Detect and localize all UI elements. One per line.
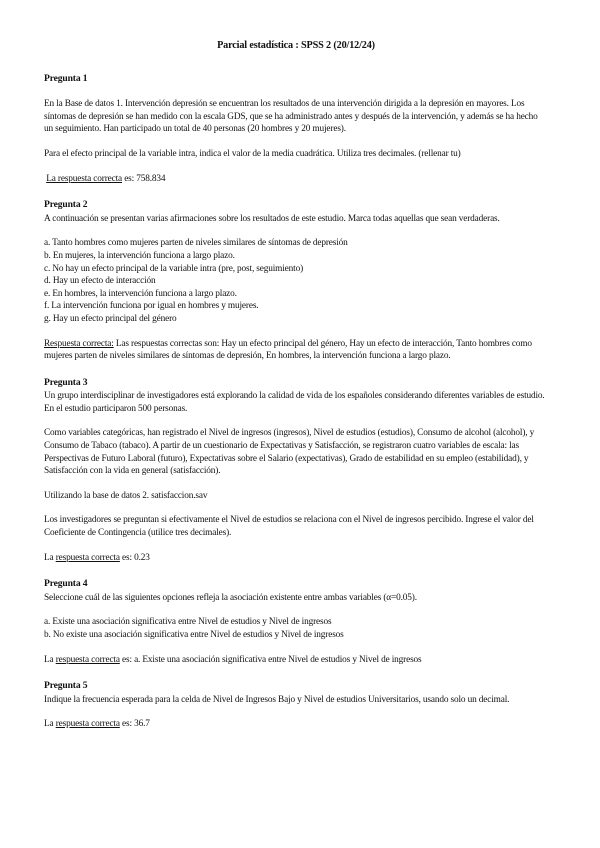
option-e: e. En hombres, la intervención funciona a largo plazo. (44, 288, 237, 299)
question-1-prompt: Para el efecto principal de la variable intra, indica el valor de la media cuadrática. Utiliza tres decimales. (rellenar tu) (44, 148, 461, 159)
answer-label: respuesta correcta (55, 654, 120, 665)
question-3-variables: Como variables categóricas, han registrado el Nivel de ingresos (ingresos), Nivel de estudios (estudios), Consumo de alcohol (alcohol), y Consumo de Tabaco (tabaco). A partir de un cuestionario de Expectativas y Satisfacción, se registraron cuatro variables de escala: las Perspectivas de Futuro Laboral (futuro), Expectativas sobre el Salario (expectativas), Grado de estabilidad en su empleo (estabilidad), y Satisfacción con la vida en general (satisfacción). (44, 428, 535, 477)
answer-prefix: La (44, 654, 56, 665)
option-b: b. En mujeres, la intervención funciona a largo plazo. (44, 250, 235, 261)
question-4-heading: Pregunta 4 (44, 578, 88, 590)
answer-value: es: 0.23 (119, 552, 150, 563)
answer-label: respuesta correcta (55, 719, 120, 730)
question-3-prompt: Los investigadores se preguntan si efectivamente el Nivel de estudios se relaciona con el Nivel de ingresos percibido. Ingrese el valor del Coeficiente de Contingencia (utilice tres decimales). (44, 515, 534, 539)
question-4-answer (44, 654, 548, 667)
question-2-heading: Pregunta 2 (44, 199, 88, 211)
question-1-context: En la Base de datos 1. Intervención depresión se encuentran los resultados de una intervención dirigida a la depresión en mayores. Los síntomas de depresión se han medido con la escala GDS, que se ha administrado antes y después de la intervención, y además se ha hecho un seguimiento. Han participado un total de 40 personas (20 hombres y 20 mujeres). (44, 99, 538, 135)
answer-label: La respuesta correcta (46, 173, 123, 184)
question-5-heading: Pregunta 5 (44, 680, 88, 692)
question-1-answer (44, 173, 548, 186)
question-5 (44, 680, 548, 731)
question-3-dataset: Utilizando la base de datos 2. satisfaccion.sav (44, 490, 208, 501)
option-a: a. Existe una asociación significativa entre Nivel de estudios y Nivel de ingresos (44, 617, 332, 628)
question-1 (44, 73, 548, 186)
answer-value: Las respuestas correctas son: Hay un efecto principal del género, Hay un efecto de interacción, Tanto hombres como mujeres parten de niveles similares de síntomas de depresión, En hombres, la intervención funciona a largo plazo. (44, 338, 532, 362)
answer-prefix: La (44, 552, 56, 563)
question-2 (44, 199, 548, 363)
answer-prefix: La (44, 719, 56, 730)
answer-label: respuesta correcta (55, 552, 120, 563)
answer-value: es: 36.7 (119, 719, 150, 730)
question-4-options (44, 616, 548, 641)
option-a: a. Tanto hombres como mujeres parten de niveles similares de síntomas de depresión (44, 238, 348, 249)
answer-value: es: a. Existe una asociación significativa entre Nivel de estudios y Nivel de ingresos (119, 654, 422, 665)
option-c: c. No hay un efecto principal de la variable intra (pre, post, seguimiento) (44, 263, 304, 274)
option-g: g. Hay un efecto principal del género (44, 313, 177, 324)
option-f: f. La intervención funciona por igual en hombres y mujeres. (44, 301, 259, 312)
question-1-heading: Pregunta 1 (44, 72, 88, 84)
question-5-prompt: Indique la frecuencia esperada para la celda de Nivel de Ingresos Bajo y Nivel de estudios Universitarios, usando solo un decimal. (44, 694, 510, 705)
question-4-prompt: Seleccione cuál de las siguientes opciones refleja la asociación existente entre ambas variables (α=0.05). (44, 592, 417, 603)
answer-label: Respuesta correcta: (44, 338, 114, 349)
document-title: Parcial estadística : SPSS 2 (20/12/24) (217, 40, 375, 51)
question-3-heading: Pregunta 3 (44, 376, 88, 388)
question-5-answer (44, 718, 548, 731)
option-d: d. Hay un efecto de interacción (44, 276, 156, 287)
answer-value: es: 758.834 (122, 173, 166, 184)
question-2-answer (44, 338, 548, 363)
option-b: b. No existe una asociación significativa entre Nivel de estudios y Nivel de ingresos (44, 630, 344, 640)
question-2-options (44, 237, 548, 325)
question-3-answer (44, 552, 548, 565)
question-3 (44, 377, 548, 565)
question-4 (44, 578, 548, 666)
question-2-prompt: A continuación se presentan varias afirmaciones sobre los resultados de este estudio. Marca todas aquellas que sean verdaderas. (44, 213, 500, 224)
question-3-context: Un grupo interdisciplinar de investigadores está explorando la calidad de vida de los españoles considerando diferentes variables de estudio. En el estudio participaron 500 personas. (44, 391, 545, 414)
